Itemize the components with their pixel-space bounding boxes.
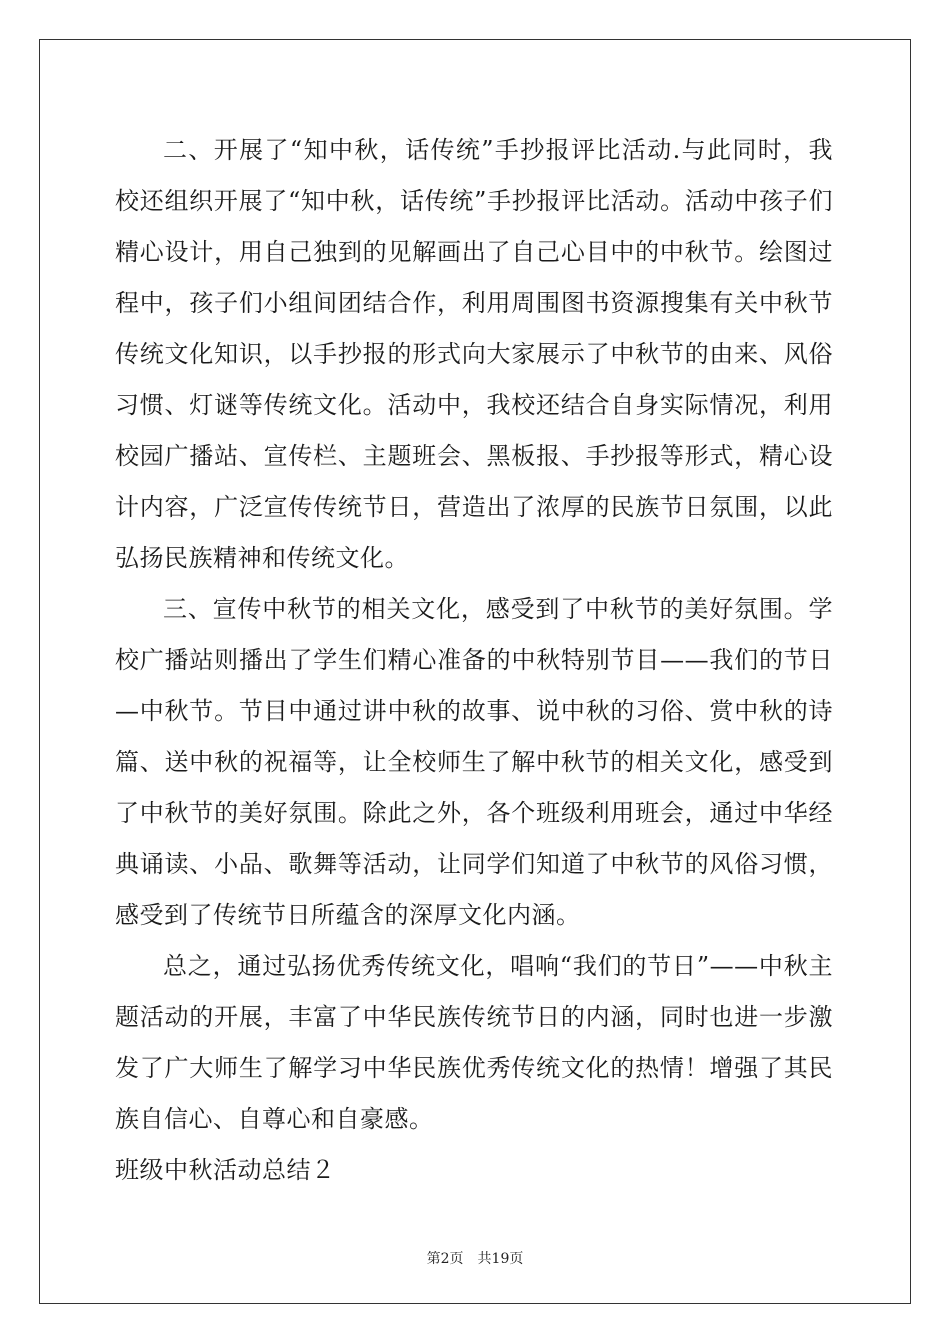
paragraph-activity-three: 三、宣传中秋节的相关文化，感受到了中秋节的美好氛围。学校广播站则播出了学生们精心准备的中秋特别节目——我们的节日—中秋节。节目中通过讲中秋的故事、说中秋的习俗、赏中秋的诗篇、送中秋的祝福等，让全校师生了解中秋节的相关文化，感受到了中秋节的美好氛围。除此之外，各个班级利用班会，通过中华经典诵读、小品、歌舞等活动，让同学们知道了中秋节的风俗习惯，感受到了传统节日所蕴含的深厚文化内涵。	[115, 595, 833, 929]
paragraph-activity-two: 二、开展了“知中秋，话传统”手抄报评比活动.与此同时，我校还组织开展了“知中秋，话传统”手抄报评比活动。活动中孩子们精心设计，用自己独到的见解画出了自己心目中的中秋节。绘图过程中，孩子们小组间团结合作，利用周围图书资源搜集有关中秋节传统文化知识，以手抄报的形式向大家展示了中秋节的由来、风俗习惯、灯谜等传统文化。活动中，我校还结合自身实际情况，利用校园广播站、宣传栏、主题班会、黑板报、手抄报等形式，精心设计内容，广泛宣传传统节日，营造出了浓厚的民族节日氛围，以此弘扬民族精神和传统文化。	[115, 136, 833, 572]
page-number: 第2页	[426, 1251, 464, 1267]
page-footer	[0, 1248, 950, 1268]
document-body	[115, 125, 833, 1196]
section-heading: 班级中秋活动总结２	[115, 1156, 336, 1184]
paragraph-summary: 总之，通过弘扬优秀传统文化，唱响“我们的节日”——中秋主题活动的开展，丰富了中华民族传统节日的内涵，同时也进一步激发了广大师生了解学习中华民族优秀传统文化的热情！增强了其民族自信心、自尊心和自豪感。	[115, 952, 833, 1133]
page-total: 共19页	[477, 1251, 524, 1267]
